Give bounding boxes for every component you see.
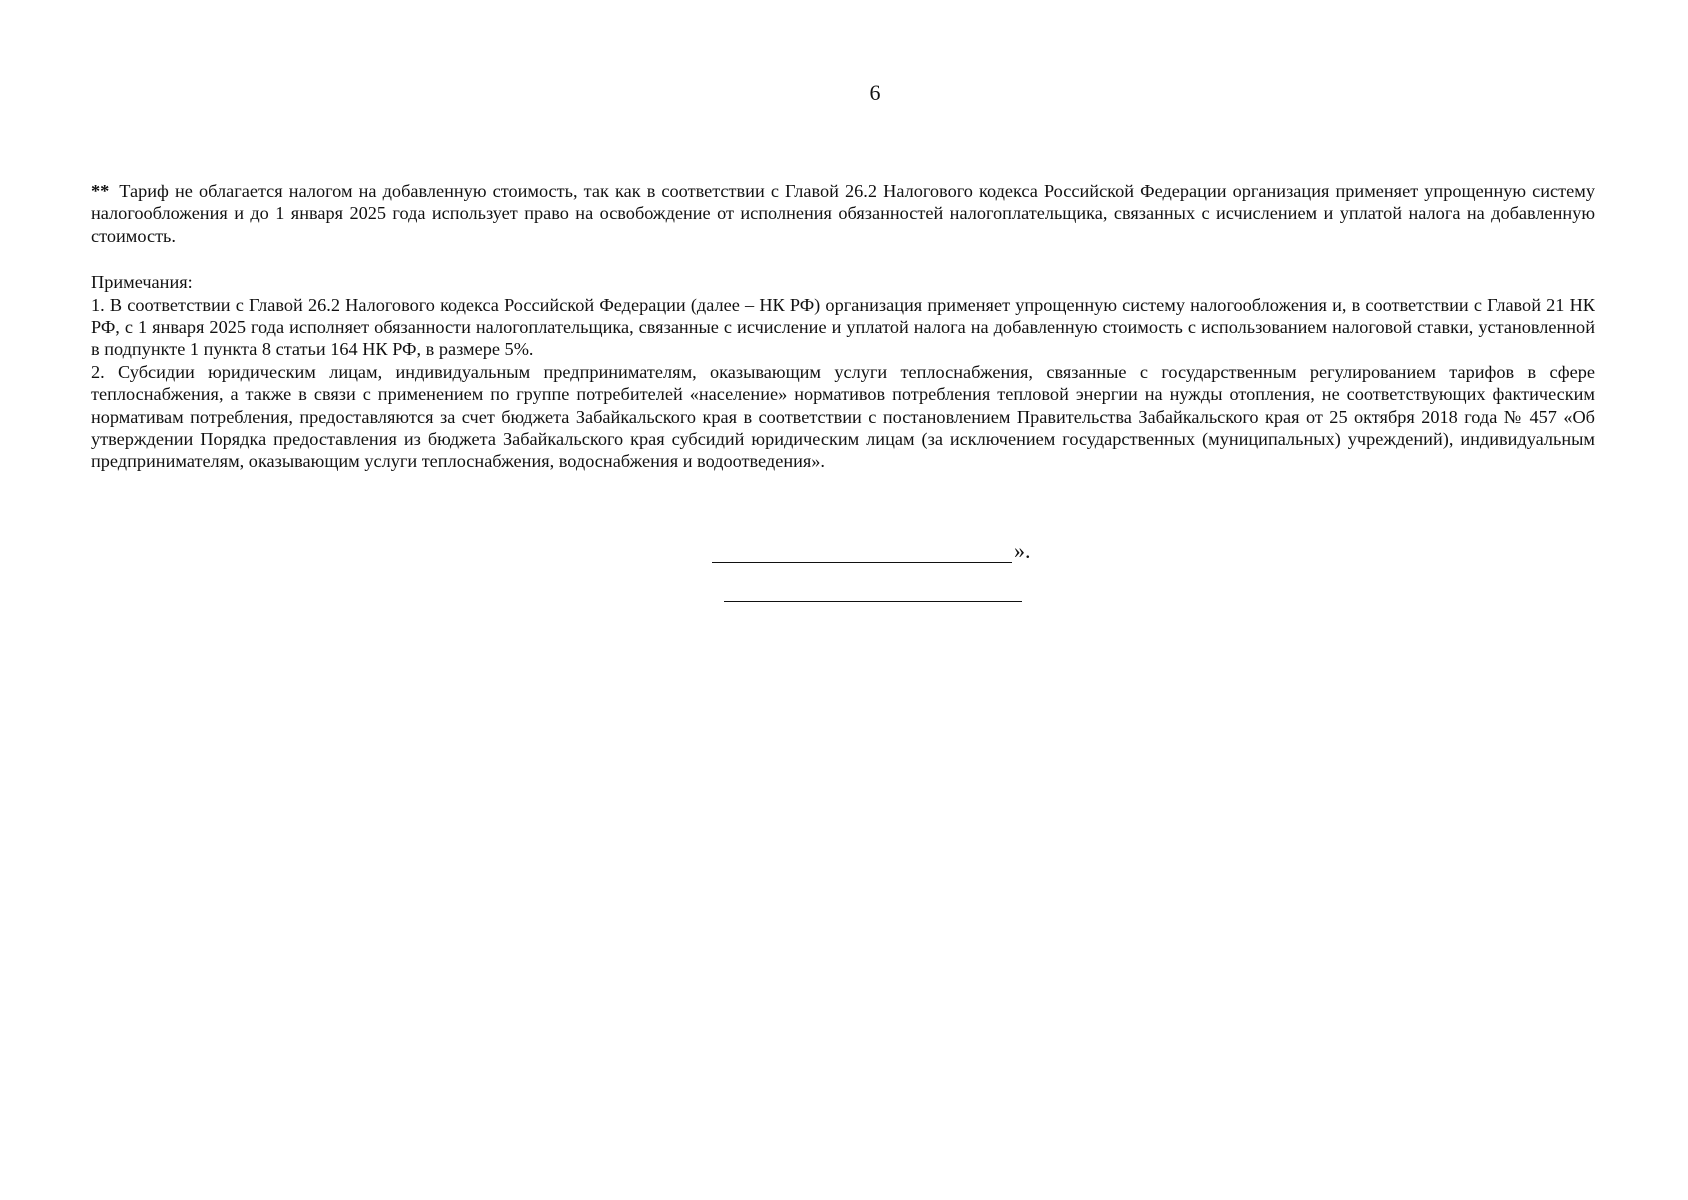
closing-line xyxy=(712,538,1032,568)
footnote-marker: ** xyxy=(91,181,110,201)
note-item-1: 1. В соответствии с Главой 26.2 Налогового кодекса Российской Федерации (далее – НК РФ) организация применяет упрощенную систему налогообложения и, в соответствии с Главой 21 НК РФ, с 1 января 2025 года исполняет обязанности налогоплательщика, связанные с исчисление и уплатой налога на добавленную стоимость с использованием налоговой ставки, установленной в подпункте 1 пункта 8 статьи 164 НК РФ, в размере 5%. xyxy=(91,294,1595,360)
document-body xyxy=(91,180,1595,473)
notes-section xyxy=(91,271,1595,473)
footnote-text: Тариф не облагается налогом на добавленную стоимость, так как в соответствии с Главой 26.2 Налогового кодекса Российской Федерации организация применяет упрощенную систему налогообложения и до 1 января 2025 года использует право на освобождение от исполнения обязанностей налогоплательщика, связанных с исчислением и уплатой налога на добавленную стоимость. xyxy=(91,181,1595,246)
end-divider xyxy=(724,601,1022,602)
closing-rule xyxy=(712,562,1012,563)
notes-heading: Примечания: xyxy=(91,272,193,293)
tariff-footnote xyxy=(91,180,1595,247)
note-item-2: 2. Субсидии юридическим лицам, индивидуальным предпринимателям, оказывающим услуги теплоснабжения, связанные с государственным регулированием тарифов в сфере теплоснабжения, а также в связи с применением по группе потребителей «население» нормативов потребления тепловой энергии на нужды отопления, не соответствующих фактическим нормативам потребления, предоставляются за счет бюджета Забайкальского края в соответствии с постановлением Правительства Забайкальского края от 25 октября 2018 года № 457 «Об утверждении Порядка предоставления из бюджета Забайкальского края субсидий юридическим лицам (за исключением государственных (муниципальных) учреждений), индивидуальным предпринимателям, оказывающим услуги теплоснабжения, водоснабжения и водоотведения». xyxy=(91,361,1595,472)
page-number: 6 xyxy=(869,80,881,105)
closing-quote-mark: ». xyxy=(1014,538,1031,563)
